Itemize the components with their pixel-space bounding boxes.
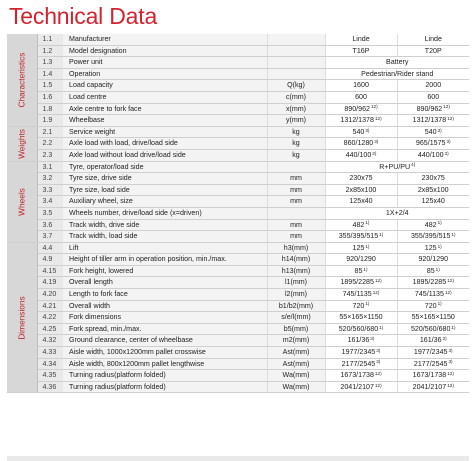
row-value-t20p-footnote: 12)	[447, 278, 454, 284]
row-value-t16p-text: 2177/2545	[341, 359, 376, 368]
row-value-t16p	[325, 323, 397, 335]
row-value-t20p	[397, 242, 469, 254]
row-number: 4.4	[37, 242, 63, 254]
row-value-t20p-text: 720	[424, 301, 437, 310]
table-row	[7, 115, 469, 127]
row-number: 1.6	[37, 91, 63, 103]
table-row	[7, 231, 469, 243]
row-value-t16p-footnote: 3)	[372, 150, 377, 156]
row-value-t16p-text: 745/1135	[342, 290, 372, 299]
row-unit: mm	[267, 173, 325, 185]
row-value-t16p	[325, 196, 397, 208]
row-unit	[267, 57, 325, 69]
row-value-t20p	[397, 115, 469, 127]
row-unit	[267, 45, 325, 57]
row-value-t16p-text: 860/1280	[343, 139, 374, 148]
table-row	[7, 80, 469, 92]
row-value-t20p-text: 2041/2107	[412, 382, 447, 391]
row-value-t16p-footnote: 12)	[374, 278, 382, 284]
row-value-t20p-text: T20P	[424, 46, 442, 55]
table-row	[7, 370, 469, 382]
row-value-t20p-footnote: 12)	[443, 104, 450, 110]
row-value-t20p-text: Linde	[424, 35, 442, 43]
row-value-t16p-text: T16P	[352, 46, 370, 55]
technical-data-table	[7, 34, 469, 393]
row-value-t16p-text: 1600	[353, 81, 369, 90]
row-value-t20p-text: 540	[424, 127, 437, 136]
row-unit: Wa(mm)	[267, 381, 325, 393]
row-value-t20p-text: 355/395/515	[410, 232, 451, 241]
row-unit: mm	[267, 231, 325, 243]
row-unit: mm	[267, 219, 325, 231]
row-unit: kg	[267, 149, 325, 161]
row-value-both	[325, 57, 469, 69]
row-value-t20p	[397, 323, 469, 335]
row-value-t16p-footnote: 12)	[374, 371, 382, 377]
row-value-t16p-footnote: 12)	[374, 382, 382, 388]
row-value-t16p	[325, 347, 397, 359]
row-parameter: Power unit	[63, 57, 267, 69]
row-value-t16p	[325, 277, 397, 289]
row-value-t20p-footnote: 1)	[451, 324, 456, 330]
row-unit	[267, 68, 325, 80]
table-row	[7, 277, 469, 289]
table-row	[7, 173, 469, 185]
row-value-t16p	[325, 300, 397, 312]
row-value-t20p-text: 440/100	[417, 150, 444, 159]
row-value-t16p-text: Linde	[352, 35, 370, 43]
row-number: 4.32	[37, 335, 63, 347]
row-number: 3.4	[37, 196, 63, 208]
table-row	[7, 219, 469, 231]
row-value-t16p	[325, 34, 397, 45]
row-unit	[267, 34, 325, 45]
row-value-t16p-text: 1312/1378	[340, 116, 374, 125]
row-value-t20p	[397, 312, 469, 324]
row-value-t16p-footnote: 3)	[370, 336, 375, 342]
row-value-t16p-text: 55×165×1150	[339, 313, 383, 322]
row-unit: s/e/l(mm)	[267, 312, 325, 324]
row-value-t16p	[325, 265, 397, 277]
row-number: 4.19	[37, 277, 63, 289]
row-value-t20p-footnote: 3)	[437, 127, 442, 133]
row-number: 4.33	[37, 347, 63, 359]
row-value-t16p	[325, 231, 397, 243]
row-value-t16p	[325, 335, 397, 347]
row-parameter: Tyre size, drive side	[63, 173, 267, 185]
row-parameter: Tyre size, load side	[63, 184, 267, 196]
table-row	[7, 126, 469, 138]
row-value-t20p-footnote: 12)	[447, 371, 454, 377]
table-row	[7, 335, 469, 347]
row-value-t16p	[325, 91, 397, 103]
row-number: 2.1	[37, 126, 63, 138]
row-number: 1.3	[37, 57, 63, 69]
row-parameter: Wheelbase	[63, 115, 267, 127]
row-value-t20p	[397, 173, 469, 185]
row-value-t20p-text: 2000	[425, 81, 442, 90]
row-value-t20p-text: 1312/1378	[412, 116, 447, 125]
table-row	[7, 207, 469, 219]
row-value-t20p	[397, 370, 469, 382]
row-parameter: Manufacturer	[63, 34, 267, 45]
row-value-t16p	[325, 219, 397, 231]
row-value-t16p	[325, 126, 397, 138]
row-value-t20p-footnote: 12)	[447, 115, 454, 121]
row-parameter: Aisle width, 1000x1200mm pallet crosswise	[63, 347, 267, 359]
row-parameter: Fork height, lowered	[63, 265, 267, 277]
row-number: 1.5	[37, 80, 63, 92]
row-number: 1.4	[37, 68, 63, 80]
row-value-t16p	[325, 115, 397, 127]
row-value-t20p-text: 125x40	[421, 197, 445, 206]
row-number: 3.3	[37, 184, 63, 196]
row-value-t20p	[397, 138, 469, 150]
row-parameter: Fork spread, min./max.	[63, 323, 267, 335]
row-value-t16p-footnote: 1)	[365, 243, 370, 249]
row-unit: Q(kg)	[267, 80, 325, 92]
row-parameter: Axle load with load, drive/load side	[63, 138, 267, 150]
row-unit: m2(mm)	[267, 335, 325, 347]
row-value-t16p-text: 890/962	[344, 104, 370, 113]
row-number: 3.6	[37, 219, 63, 231]
row-value-t16p-text: 230x75	[349, 174, 373, 183]
row-value-t16p-text: 85	[354, 266, 363, 275]
section-label-weights	[7, 126, 37, 161]
row-value-t20p	[397, 91, 469, 103]
row-value-t16p-footnote: 12)	[372, 289, 380, 295]
row-value-t20p-text: 125	[424, 243, 437, 252]
row-parameter: Model designation	[63, 45, 267, 57]
table-row	[7, 381, 469, 393]
row-value-t16p	[325, 184, 397, 196]
row-value-t16p-text: 1895/2285	[340, 278, 374, 287]
row-value-t16p-text: 161/36	[347, 336, 370, 345]
row-unit: h3(mm)	[267, 242, 325, 254]
row-number: 3.5	[37, 207, 63, 219]
row-parameter: Track width, load side	[63, 231, 267, 243]
row-value-t16p-text: 482	[352, 220, 365, 229]
row-value-t16p-text: 540	[352, 127, 365, 136]
row-value-both-text: Battery	[386, 58, 409, 67]
row-number: 3.2	[37, 173, 63, 185]
row-number: 4.34	[37, 358, 63, 370]
row-value-t16p-footnote: 3)	[365, 127, 370, 133]
table-continuation	[7, 456, 469, 461]
table-row	[7, 242, 469, 254]
table-row	[7, 254, 469, 266]
row-value-t20p-text: 745/1135	[414, 290, 444, 299]
table-row	[7, 57, 469, 69]
row-value-t16p	[325, 312, 397, 324]
row-value-t16p-text: 125	[352, 243, 365, 252]
row-value-t20p-footnote: 3)	[442, 336, 447, 342]
row-value-t20p	[397, 219, 469, 231]
row-parameter: Axle centre to fork face	[63, 103, 267, 115]
row-unit: c(mm)	[267, 91, 325, 103]
row-number: 1.1	[37, 34, 63, 45]
row-unit: mm	[267, 184, 325, 196]
row-value-t20p-footnote: 3)	[446, 139, 451, 145]
table-row	[7, 312, 469, 324]
row-value-t16p-footnote: 3)	[376, 347, 381, 353]
row-value-t16p	[325, 381, 397, 393]
table-row	[7, 196, 469, 208]
row-value-t20p-footnote: 3)	[448, 359, 453, 365]
row-parameter: Wheels number, drive/load side (x=driven)	[63, 207, 267, 219]
row-value-t20p-text: 920/1290	[418, 255, 449, 264]
row-value-t20p	[397, 335, 469, 347]
row-unit: l2(mm)	[267, 289, 325, 301]
row-value-t16p	[325, 149, 397, 161]
row-value-t20p	[397, 381, 469, 393]
row-parameter: Length to fork face	[63, 289, 267, 301]
row-number: 3.7	[37, 231, 63, 243]
row-value-t20p-footnote: 1)	[451, 231, 456, 237]
table-row	[7, 358, 469, 370]
row-value-t20p	[397, 196, 469, 208]
row-value-t20p-footnote: 1)	[437, 220, 442, 226]
row-value-t20p-footnote: 1)	[435, 266, 440, 272]
row-number: 4.21	[37, 300, 63, 312]
table-row	[7, 45, 469, 57]
row-parameter: Auxiliary wheel, size	[63, 196, 267, 208]
row-value-t16p-footnote: 1)	[365, 301, 370, 307]
row-value-t20p-text: 85	[426, 266, 435, 275]
row-parameter: Overall length	[63, 277, 267, 289]
table-row	[7, 347, 469, 359]
row-value-t20p-footnote: 12)	[444, 289, 452, 295]
row-parameter: Operation	[63, 68, 267, 80]
row-value-t20p	[397, 347, 469, 359]
row-value-t20p	[397, 80, 469, 92]
table-row	[7, 265, 469, 277]
row-parameter: Service weight	[63, 126, 267, 138]
row-value-t16p-footnote: 12)	[371, 104, 378, 110]
row-value-t16p-text: 355/395/515	[338, 232, 379, 241]
row-value-t16p-footnote: 3)	[376, 359, 381, 365]
section-label-text: Weights	[16, 128, 27, 159]
row-value-both-footnote: 4)	[411, 162, 416, 168]
row-value-t16p-text: 1673/1738	[340, 371, 374, 380]
row-value-t16p-footnote: 1)	[365, 220, 370, 226]
row-value-t16p-text: 1977/2345	[341, 348, 376, 357]
row-unit: l1(mm)	[267, 277, 325, 289]
row-parameter: Load centre	[63, 91, 267, 103]
row-value-t16p	[325, 358, 397, 370]
table-row	[7, 161, 469, 173]
row-number: 2.3	[37, 149, 63, 161]
row-value-t16p	[325, 254, 397, 266]
section-label-characteristics	[7, 34, 37, 126]
row-value-t20p-text: 482	[424, 220, 437, 229]
row-value-t20p	[397, 149, 469, 161]
row-value-t20p-text: 600	[427, 92, 440, 101]
row-value-t16p-footnote: 3)	[374, 139, 379, 145]
row-number: 4.22	[37, 312, 63, 324]
row-value-t20p	[397, 300, 469, 312]
row-value-t20p	[397, 184, 469, 196]
row-value-t20p-text: 55×165×1150	[411, 313, 455, 322]
row-parameter: Turning radius(platform folded)	[63, 381, 267, 393]
row-value-t16p	[325, 242, 397, 254]
row-number: 1.2	[37, 45, 63, 57]
row-number: 4.36	[37, 381, 63, 393]
row-number: 4.35	[37, 370, 63, 382]
row-parameter: Axle load without load drive/load side	[63, 149, 267, 161]
row-value-both-text: 1X+2/4	[385, 208, 409, 217]
row-value-t16p-text: 920/1290	[346, 255, 376, 264]
table-row	[7, 103, 469, 115]
row-parameter: Load capacity	[63, 80, 267, 92]
table-row	[7, 300, 469, 312]
row-value-t16p-text: 2041/2107	[340, 382, 374, 391]
row-unit: kg	[267, 138, 325, 150]
row-value-both	[325, 161, 469, 173]
row-value-t16p-text: 2x85x100	[345, 185, 377, 194]
section-label-text: Wheels	[16, 187, 27, 216]
row-value-t20p	[397, 231, 469, 243]
section-label-text: Characteristics	[16, 52, 27, 108]
row-value-t16p-text: 125x40	[349, 197, 373, 206]
row-value-both-text: Pedestrian/Rider stand	[361, 69, 434, 78]
row-unit: Ast(mm)	[267, 358, 325, 370]
row-value-t20p	[397, 265, 469, 277]
row-value-t20p	[397, 34, 469, 45]
section-label-wheels	[7, 161, 37, 242]
row-number: 1.8	[37, 103, 63, 115]
row-number: 4.9	[37, 254, 63, 266]
row-number: 4.25	[37, 323, 63, 335]
table-row	[7, 91, 469, 103]
row-value-t20p	[397, 126, 469, 138]
row-number: 4.20	[37, 289, 63, 301]
row-value-both	[325, 207, 469, 219]
row-value-t16p	[325, 138, 397, 150]
row-value-t20p-footnote: 1)	[437, 243, 442, 249]
row-value-t20p	[397, 254, 469, 266]
row-value-t20p-footnote: 1)	[437, 301, 442, 307]
row-value-t20p	[397, 103, 469, 115]
row-number: 2.2	[37, 138, 63, 150]
row-unit	[267, 161, 325, 173]
row-value-t16p-text: 440/100	[345, 150, 372, 159]
row-value-t20p-text: 1895/2285	[412, 278, 447, 287]
row-parameter: Fork dimensions	[63, 312, 267, 324]
row-unit: mm	[267, 196, 325, 208]
table-row	[7, 289, 469, 301]
row-parameter: Height of tiller arm in operation position, min./max.	[63, 254, 267, 266]
page-title: Technical Data	[9, 3, 158, 29]
table-row	[7, 323, 469, 335]
row-value-t20p-footnote: 12)	[447, 382, 454, 388]
row-parameter: Overall width	[63, 300, 267, 312]
row-value-t20p-text: 2177/2545	[413, 359, 448, 368]
row-value-t20p-text: 2x85x100	[417, 185, 449, 194]
row-parameter: Track width, drive side	[63, 219, 267, 231]
row-unit: b5(mm)	[267, 323, 325, 335]
row-value-t20p	[397, 289, 469, 301]
row-value-t20p	[397, 277, 469, 289]
row-value-t16p	[325, 45, 397, 57]
row-value-t20p-footnote: 3)	[444, 150, 449, 156]
row-parameter: Ground clearance, center of wheelbase	[63, 335, 267, 347]
row-number: 4.15	[37, 265, 63, 277]
row-value-t20p-text: 520/560/680	[410, 324, 451, 333]
row-parameter: Turning radius(platform folded)	[63, 370, 267, 382]
row-value-both	[325, 68, 469, 80]
section-label-text: Dimensions	[16, 295, 27, 340]
row-number: 1.9	[37, 115, 63, 127]
row-value-t20p-text: 1977/2345	[413, 348, 448, 357]
row-unit: kg	[267, 126, 325, 138]
row-unit: y(mm)	[267, 115, 325, 127]
row-value-t16p-text: 600	[355, 92, 367, 101]
row-parameter: Lift	[63, 242, 267, 254]
table-row	[7, 149, 469, 161]
row-value-t16p	[325, 173, 397, 185]
row-unit	[267, 207, 325, 219]
section-label-dimensions	[7, 242, 37, 393]
row-value-both-text: R+PU/PU	[379, 162, 411, 171]
row-value-t20p-footnote: 3)	[448, 347, 453, 353]
row-value-t20p-text: 1673/1738	[412, 371, 447, 380]
row-value-t16p-footnote: 1)	[363, 266, 368, 272]
row-value-t20p-text: 890/962	[416, 104, 443, 113]
row-value-t16p	[325, 103, 397, 115]
row-unit: h14(mm)	[267, 254, 325, 266]
row-value-t16p	[325, 80, 397, 92]
row-value-t16p-text: 720	[352, 301, 365, 310]
row-value-t20p-text: 230x75	[421, 174, 445, 183]
row-value-t16p-text: 520/560/680	[338, 324, 379, 333]
row-value-t16p	[325, 370, 397, 382]
row-unit: Wa(mm)	[267, 370, 325, 382]
row-unit: b1/b2(mm)	[267, 300, 325, 312]
row-value-t16p	[325, 289, 397, 301]
row-unit: Ast(mm)	[267, 347, 325, 359]
table-row	[7, 68, 469, 80]
row-value-t20p-text: 965/1575	[415, 139, 446, 148]
row-unit: x(mm)	[267, 103, 325, 115]
row-value-t20p	[397, 358, 469, 370]
row-value-t20p	[397, 45, 469, 57]
row-value-t16p-footnote: 1)	[379, 231, 384, 237]
row-value-t20p-text: 161/36	[419, 336, 442, 345]
table-row	[7, 138, 469, 150]
row-parameter: Tyre, operator/load side	[63, 161, 267, 173]
row-value-t16p-footnote: 12)	[374, 115, 382, 121]
row-value-t16p-footnote: 1)	[379, 324, 384, 330]
row-parameter: Aisle width, 800x1200mm pallet lengthwise	[63, 358, 267, 370]
row-unit: h13(mm)	[267, 265, 325, 277]
table-row	[7, 184, 469, 196]
table-row	[7, 34, 469, 45]
row-number: 3.1	[37, 161, 63, 173]
